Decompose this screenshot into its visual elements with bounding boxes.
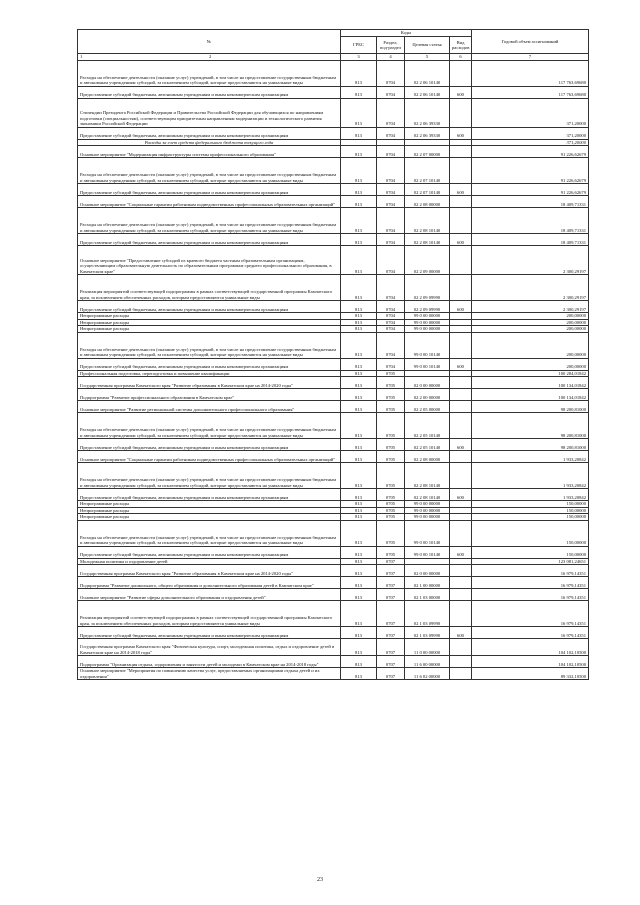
row-name: Предоставление субсидий бюджетным, автономным учреждениям и иным некоммерческим организациям [78, 489, 341, 501]
budget-table [77, 29, 589, 680]
row-grbs: 813 [341, 589, 377, 601]
row-exptype [450, 208, 472, 234]
row-target: 02 2 08 00000 [405, 451, 450, 463]
index-cell: 3 [341, 54, 377, 61]
row-sum: 200,00000 [472, 326, 589, 333]
table-row [78, 158, 589, 184]
row-grbs: 813 [341, 520, 377, 546]
row-target: 02 2 08 10140 [405, 489, 450, 501]
row-section: 0705 [377, 451, 405, 463]
row-name: Основное мероприятие "Социальные гарантии работникам подведомственных профессиональных образовательных организаций" [78, 451, 341, 463]
row-section: 0704 [377, 86, 405, 98]
table-row [78, 389, 589, 401]
header-exptype: Вид расходов [450, 37, 472, 54]
row-section: 0705 [377, 520, 405, 546]
row-target: 02 1 00 00000 [405, 577, 450, 589]
row-section: 0707 [377, 589, 405, 601]
table-row [78, 127, 589, 139]
table-row [78, 86, 589, 98]
row-sum: 91 226,62679 [472, 146, 589, 158]
row-section: 0704 [377, 313, 405, 320]
row-sum: 150,00000 [472, 501, 589, 508]
row-section: 0704 [377, 332, 405, 358]
row-sum: 200,00000 [472, 319, 589, 326]
row-sum: 18 409,71331 [472, 234, 589, 246]
table-row [78, 546, 589, 558]
row-exptype [450, 196, 472, 208]
row-target: 02 0 00 00000 [405, 377, 450, 389]
row-section: 0707 [377, 558, 405, 565]
row-grbs: 813 [341, 507, 377, 514]
row-sum: 18 409,71331 [472, 208, 589, 234]
row-grbs: 813 [341, 601, 377, 627]
row-section: 0705 [377, 501, 405, 508]
row-section: 0704 [377, 319, 405, 326]
row-sum: 98 200,81000 [472, 439, 589, 451]
table-row [78, 601, 589, 627]
row-name: Расходы на обеспечение деятельности (оказание услуг) учреждений, в том числе на предоставление государственным бюджетным и автономным учреждениям субсидий, за исключением субсидий, которые предоставляются на уникальные виды [78, 413, 341, 439]
row-exptype [450, 565, 472, 577]
row-exptype [450, 577, 472, 589]
row-grbs: 813 [341, 275, 377, 301]
row-exptype [450, 275, 472, 301]
row-grbs: 813 [341, 146, 377, 158]
table-row [78, 565, 589, 577]
row-sum: 150,00000 [472, 546, 589, 558]
row-sum: 150,00000 [472, 507, 589, 514]
row-name: Расходы на обеспечение деятельности (оказание услуг) учреждений, в том числе на предоставление государственным бюджетным и автономным учреждениям субсидий, за исключением субсидий, которые предоставляются на уникальные виды [78, 158, 341, 184]
row-target: 99 0 00 00000 [405, 319, 450, 326]
row-section: 0705 [377, 514, 405, 521]
row-name: Предоставление субсидий бюджетным, автономным учреждениям и иным некоммерческим организациям [78, 546, 341, 558]
row-target: 02 2 06 39330 [405, 127, 450, 139]
row-section: 0705 [377, 489, 405, 501]
table-row [78, 246, 589, 275]
row-section: 0707 [377, 639, 405, 656]
row-section: 0704 [377, 301, 405, 313]
row-section: 0707 [377, 656, 405, 668]
row-grbs: 813 [341, 439, 377, 451]
row-name: Предоставление субсидий бюджетным, автономным учреждениям и иным некоммерческим организациям [78, 234, 341, 246]
row-target: 11 6 00 00000 [405, 656, 450, 668]
row-target: 99 0 00 00000 [405, 501, 450, 508]
row-exptype: 600 [450, 301, 472, 313]
row-target: 02 2 05 10140 [405, 413, 450, 439]
row-exptype [450, 639, 472, 656]
row-grbs: 813 [341, 577, 377, 589]
row-grbs: 813 [341, 98, 377, 127]
row-section: 0705 [377, 370, 405, 377]
row-exptype [450, 158, 472, 184]
page-number: 23 [317, 877, 323, 883]
row-grbs: 813 [341, 627, 377, 639]
row-sum: 150,00000 [472, 514, 589, 521]
row-exptype [450, 601, 472, 627]
row-name: Предоставление субсидий бюджетным, автономным учреждениям и иным некоммерческим организациям [78, 184, 341, 196]
row-section: 0704 [377, 196, 405, 208]
row-name: Непрограммные расходы [78, 319, 341, 326]
row-grbs: 813 [341, 639, 377, 656]
row-section: 0704 [377, 208, 405, 234]
row-exptype [450, 656, 472, 668]
row-sum: 200,00000 [472, 313, 589, 320]
row-section: 0704 [377, 98, 405, 127]
row-name: Основное мероприятие "Предоставление субсидий из краевого бюджета частным образовательным организациям, осуществляющим образовательную деятельность по образовательным программам среднего профессионального образования, в Камчатском крае" [78, 246, 341, 275]
row-grbs: 813 [341, 413, 377, 439]
table-row [78, 60, 589, 86]
row-name: Расходы на обеспечение деятельности (оказание услуг) учреждений, в том числе на предоставление государственным бюджетным и автономным учреждениям субсидий, за исключением субсидий, которые предоставляются на уникальные виды [78, 463, 341, 489]
row-exptype [450, 332, 472, 358]
row-exptype [450, 451, 472, 463]
row-sum: 1 933,20842 [472, 489, 589, 501]
table-row [78, 275, 589, 301]
row-grbs: 813 [341, 158, 377, 184]
row-name: Стипендии Президента Российской Федерации и Правительства Российской Федерации для обучающихся по направлениям подготовки (специальностям), соответствующим приоритетным направлениям модернизации и технологического развития экономики Российской Федерации [78, 98, 341, 127]
row-sum: 371,20000 [472, 98, 589, 127]
table-row [78, 656, 589, 668]
row-name: Предоставление субсидий бюджетным, автономным учреждениям и иным некоммерческим организациям [78, 439, 341, 451]
row-grbs: 813 [341, 514, 377, 521]
row-sum: 123 081,24651 [472, 558, 589, 565]
row-sum: 371,20000 [472, 139, 589, 146]
row-section: 0707 [377, 601, 405, 627]
row-name: Подпрограмма "Организация отдыха, оздоровления и занятости детей и молодежи в Камчатском крае на 2014-2018 годы" [78, 656, 341, 668]
table-row [78, 489, 589, 501]
row-exptype: 600 [450, 86, 472, 98]
row-grbs: 813 [341, 246, 377, 275]
row-name: Основное мероприятие "Социальные гарантии работникам подведомственных профессиональных образовательных организаций" [78, 196, 341, 208]
row-sum: 18 409,71331 [472, 196, 589, 208]
table-row [78, 639, 589, 656]
row-grbs: 813 [341, 370, 377, 377]
row-sum: 91 226,62679 [472, 158, 589, 184]
row-section: 0705 [377, 413, 405, 439]
row-target: 02 2 05 00000 [405, 401, 450, 413]
row-section: 0704 [377, 234, 405, 246]
row-grbs: 813 [341, 127, 377, 139]
row-sum: 371,20000 [472, 127, 589, 139]
row-exptype: 600 [450, 358, 472, 370]
row-exptype [450, 146, 472, 158]
row-sum: 200,00000 [472, 358, 589, 370]
row-grbs: 813 [341, 451, 377, 463]
row-name: Непрограммные расходы [78, 507, 341, 514]
row-name: Подпрограмма "Развитие дошкольного, общего образования и дополнительного образования детей в Камчатском крае" [78, 577, 341, 589]
table-row [78, 196, 589, 208]
table-row [78, 208, 589, 234]
row-exptype [450, 401, 472, 413]
row-target: 99 0 00 10140 [405, 358, 450, 370]
row-name: Предоставление субсидий бюджетным, автономным учреждениям и иным некоммерческим организациям [78, 627, 341, 639]
row-section: 0704 [377, 184, 405, 196]
table-row [78, 520, 589, 546]
row-sum: 104 102,10500 [472, 639, 589, 656]
table-row [78, 146, 589, 158]
row-sum: 2 300,29197 [472, 301, 589, 313]
row-name: Расходы на обеспечение деятельности (оказание услуг) учреждений, в том числе на предоставление государственным бюджетным и автономным учреждениям субсидий, за исключением субсидий, которые предоставляются на уникальные виды [78, 208, 341, 234]
row-target: 02 2 09 09990 [405, 275, 450, 301]
row-target: 02 2 08 00000 [405, 196, 450, 208]
row-section: 0705 [377, 389, 405, 401]
row-section: 0705 [377, 439, 405, 451]
row-grbs: 813 [341, 60, 377, 86]
header-num: № [78, 30, 341, 54]
row-section: 0705 [377, 463, 405, 489]
header-grbs: ГРБС [341, 37, 377, 54]
row-section: 0704 [377, 246, 405, 275]
row-name: Непрограммные расходы [78, 501, 341, 508]
row-exptype: 600 [450, 184, 472, 196]
row-sum: 16 979,14351 [472, 601, 589, 627]
table-row [78, 451, 589, 463]
row-exptype [450, 520, 472, 546]
row-name: Расходы на обеспечение деятельности (оказание услуг) учреждений, в том числе на предоставление государственным бюджетным и автономным учреждениям субсидий, за исключением субсидий, которые предоставляются на уникальные виды [78, 332, 341, 358]
row-target: 02 1 03 00000 [405, 589, 450, 601]
row-target: 02 2 05 10140 [405, 439, 450, 451]
table-row [78, 627, 589, 639]
table-row [78, 234, 589, 246]
row-target: 02 2 08 10140 [405, 208, 450, 234]
index-cell: 4 [377, 54, 405, 61]
row-section: 0707 [377, 668, 405, 680]
header-row-top [78, 30, 589, 37]
row-name: Предоставление субсидий бюджетным, автономным учреждениям и иным некоммерческим организациям [78, 86, 341, 98]
row-section: 0705 [377, 377, 405, 389]
row-sum: 117 763,69680 [472, 86, 589, 98]
row-name: Реализация мероприятий соответствующей подпрограммы в рамках соответствующей государственной программы Камчатского края, за исключением обеспеченных расходов, которым предоставляются уникальные виды [78, 601, 341, 627]
index-cell: 1 [80, 54, 83, 59]
row-section: 0705 [377, 401, 405, 413]
row-name: Расходы на обеспечение деятельности (оказание услуг) учреждений, в том числе на предоставление государственным бюджетным и автономным учреждениям субсидий, за исключением субсидий, которые предоставляются на уникальные виды [78, 60, 341, 86]
index-cell: 5 [405, 54, 450, 61]
row-sum: 1 933,20842 [472, 463, 589, 489]
table-row [78, 401, 589, 413]
row-name: Основное мероприятие "Мероприятия по повышению качества услуг, предоставляемых организациями отдыха детей и их оздоровления" [78, 668, 341, 680]
row-name: Государственная программа Камчатского края "Физическая культура, спорт, молодежная политика, отдых и оздоровление детей в Камчатском крае на 2014-2018 годы" [78, 639, 341, 656]
row-sum: 16 979,14351 [472, 577, 589, 589]
table-row [78, 184, 589, 196]
row-grbs: 813 [341, 546, 377, 558]
row-sum: 150,00000 [472, 520, 589, 546]
row-target: 02 0 00 00000 [405, 565, 450, 577]
row-name: Основное мероприятие "Модернизация инфраструктуры системы профессионального образования" [78, 146, 341, 158]
row-name: Профессиональная подготовка, переподготовка и повышение квалификации [78, 370, 341, 377]
row-target: 02 2 06 10140 [405, 86, 450, 98]
row-section: 0707 [377, 577, 405, 589]
table-row [78, 413, 589, 439]
row-sum: 16 979,14351 [472, 589, 589, 601]
row-grbs: 813 [341, 319, 377, 326]
table-row [78, 332, 589, 358]
row-section: 0707 [377, 627, 405, 639]
row-exptype: 600 [450, 627, 472, 639]
row-section: 0704 [377, 158, 405, 184]
row-section: 0704 [377, 358, 405, 370]
table-row [78, 98, 589, 127]
table-row [78, 377, 589, 389]
row-exptype [450, 60, 472, 86]
row-target: 02 2 06 10140 [405, 60, 450, 86]
row-name: Предоставление субсидий бюджетным, автономным учреждениям и иным некоммерческим организациям [78, 358, 341, 370]
row-section: 0707 [377, 565, 405, 577]
row-sum: 1 933,20842 [472, 451, 589, 463]
row-target: 02 2 08 10140 [405, 234, 450, 246]
row-target: 99 0 00 10140 [405, 546, 450, 558]
row-section: 0705 [377, 546, 405, 558]
row-target: 02 2 07 10140 [405, 158, 450, 184]
row-sum: 104 102,10500 [472, 656, 589, 668]
row-exptype [450, 246, 472, 275]
row-target: 02 2 07 00000 [405, 146, 450, 158]
row-name: Расходы на обеспечение деятельности (оказание услуг) учреждений, в том числе на предоставление государственным бюджетным и автономным учреждениям субсидий, за исключением субсидий, которые предоставляются на уникальные виды [78, 520, 341, 546]
row-grbs: 813 [341, 332, 377, 358]
header-section: Раздел, под-раздел [377, 37, 405, 54]
row-name: Непрограммные расходы [78, 514, 341, 521]
index-cell: 6 [450, 54, 472, 61]
row-sum: 100 134,01842 [472, 377, 589, 389]
row-exptype [450, 377, 472, 389]
row-grbs: 813 [341, 377, 377, 389]
row-target: 99 0 00 00000 [405, 507, 450, 514]
row-name: Основное мероприятие "Развитие региональной системы дополнительного профессионального образования" [78, 401, 341, 413]
row-sum: 91 226,62679 [472, 184, 589, 196]
row-target: 99 0 00 00000 [405, 514, 450, 521]
row-name: Подпрограмма "Развитие профессионального образования в Камчатском крае" [78, 389, 341, 401]
row-target: 02 2 07 10140 [405, 184, 450, 196]
row-sum: 117 763,69680 [472, 60, 589, 86]
row-section: 0704 [377, 127, 405, 139]
row-grbs: 813 [341, 501, 377, 508]
index-cell: 2 [209, 54, 212, 59]
table-row [78, 439, 589, 451]
row-target: 02 2 09 00000 [405, 246, 450, 275]
row-target: 02 2 09 09990 [405, 301, 450, 313]
row-target: 11 6 02 00000 [405, 668, 450, 680]
row-exptype: 600 [450, 234, 472, 246]
row-name: Непрограммные расходы [78, 326, 341, 333]
row-grbs: 813 [341, 401, 377, 413]
row-sum: 16 979,14351 [472, 565, 589, 577]
row-target: 99 0 00 00000 [405, 326, 450, 333]
row-section: 0704 [377, 275, 405, 301]
row-name: Предоставление субсидий бюджетным, автономным учреждениям и иным некоммерческим организациям [78, 301, 341, 313]
table-row [78, 358, 589, 370]
row-sum: 98 200,81000 [472, 401, 589, 413]
row-exptype [450, 668, 472, 680]
row-name: Основное мероприятие "Развитие сферы дополнительного образования и оздоровления детей" [78, 589, 341, 601]
index-cell: 7 [472, 54, 589, 61]
header-annual: Годовой объем ассигнований [472, 30, 589, 54]
row-sum: 98 200,81000 [472, 413, 589, 439]
row-sum: 2 300,29197 [472, 246, 589, 275]
row-grbs: 813 [341, 184, 377, 196]
row-grbs: 813 [341, 358, 377, 370]
row-exptype: 600 [450, 439, 472, 451]
row-sum: 2 300,29197 [472, 275, 589, 301]
row-target: 99 0 00 00000 [405, 313, 450, 320]
row-section: 0705 [377, 507, 405, 514]
row-exptype [450, 98, 472, 127]
row-grbs: 813 [341, 558, 377, 565]
row-name: Предоставление субсидий бюджетным, автономным учреждениям и иным некоммерческим организациям [78, 127, 341, 139]
row-grbs: 813 [341, 668, 377, 680]
row-name: Государственная программа Камчатского края "Развитие образования в Камчатском крае на 2014-2020 годы" [78, 377, 341, 389]
row-exptype: 600 [450, 489, 472, 501]
row-target: 02 1 03 09990 [405, 601, 450, 627]
row-target: 02 2 06 39330 [405, 98, 450, 127]
row-exptype [450, 413, 472, 439]
row-name: Расходы за счет средств федерального бюджета текущего года [78, 139, 341, 146]
row-grbs: 813 [341, 656, 377, 668]
row-section: 0704 [377, 60, 405, 86]
row-target: 99 0 00 10140 [405, 520, 450, 546]
row-sum: 16 979,14351 [472, 627, 589, 639]
row-sum: 100 134,01842 [472, 389, 589, 401]
row-target: 99 0 00 10140 [405, 332, 450, 358]
row-grbs: 813 [341, 208, 377, 234]
row-exptype: 600 [450, 127, 472, 139]
row-sum: 100 284,01842 [472, 370, 589, 377]
table-row [78, 463, 589, 489]
row-exptype [450, 463, 472, 489]
row-grbs: 813 [341, 389, 377, 401]
row-grbs: 813 [341, 234, 377, 246]
row-sum: 89 332,10500 [472, 668, 589, 680]
row-name: Молодежная политика и оздоровление детей [78, 558, 341, 565]
row-grbs: 813 [341, 196, 377, 208]
row-section: 0704 [377, 326, 405, 333]
row-grbs: 813 [341, 313, 377, 320]
row-target: 02 2 08 10140 [405, 463, 450, 489]
row-sum: 200,00000 [472, 332, 589, 358]
row-grbs: 813 [341, 301, 377, 313]
row-target: 11 0 00 00000 [405, 639, 450, 656]
table-row [78, 589, 589, 601]
table-row [78, 668, 589, 680]
row-grbs: 813 [341, 86, 377, 98]
row-target: 02 2 00 00000 [405, 389, 450, 401]
row-name: Государственная программа Камчатского края "Развитие образования в Камчатском крае на 2014-2020 годы" [78, 565, 341, 577]
table-row [78, 301, 589, 313]
row-target: 02 1 03 09990 [405, 627, 450, 639]
row-name: Непрограммные расходы [78, 313, 341, 320]
row-name: Реализация мероприятий соответствующей подпрограммы в рамках соответствующей государственной программы Камчатского края, за исключением обеспеченных расходов, которым предоставляются уникальные виды [78, 275, 341, 301]
row-exptype [450, 389, 472, 401]
row-section: 0704 [377, 146, 405, 158]
row-grbs: 813 [341, 489, 377, 501]
row-grbs: 813 [341, 326, 377, 333]
row-exptype: 600 [450, 546, 472, 558]
row-exptype [450, 589, 472, 601]
table-row [78, 577, 589, 589]
row-grbs: 813 [341, 463, 377, 489]
row-grbs: 813 [341, 565, 377, 577]
header-codes: Коды [341, 30, 472, 37]
header-target: Целевая статья [405, 37, 450, 54]
